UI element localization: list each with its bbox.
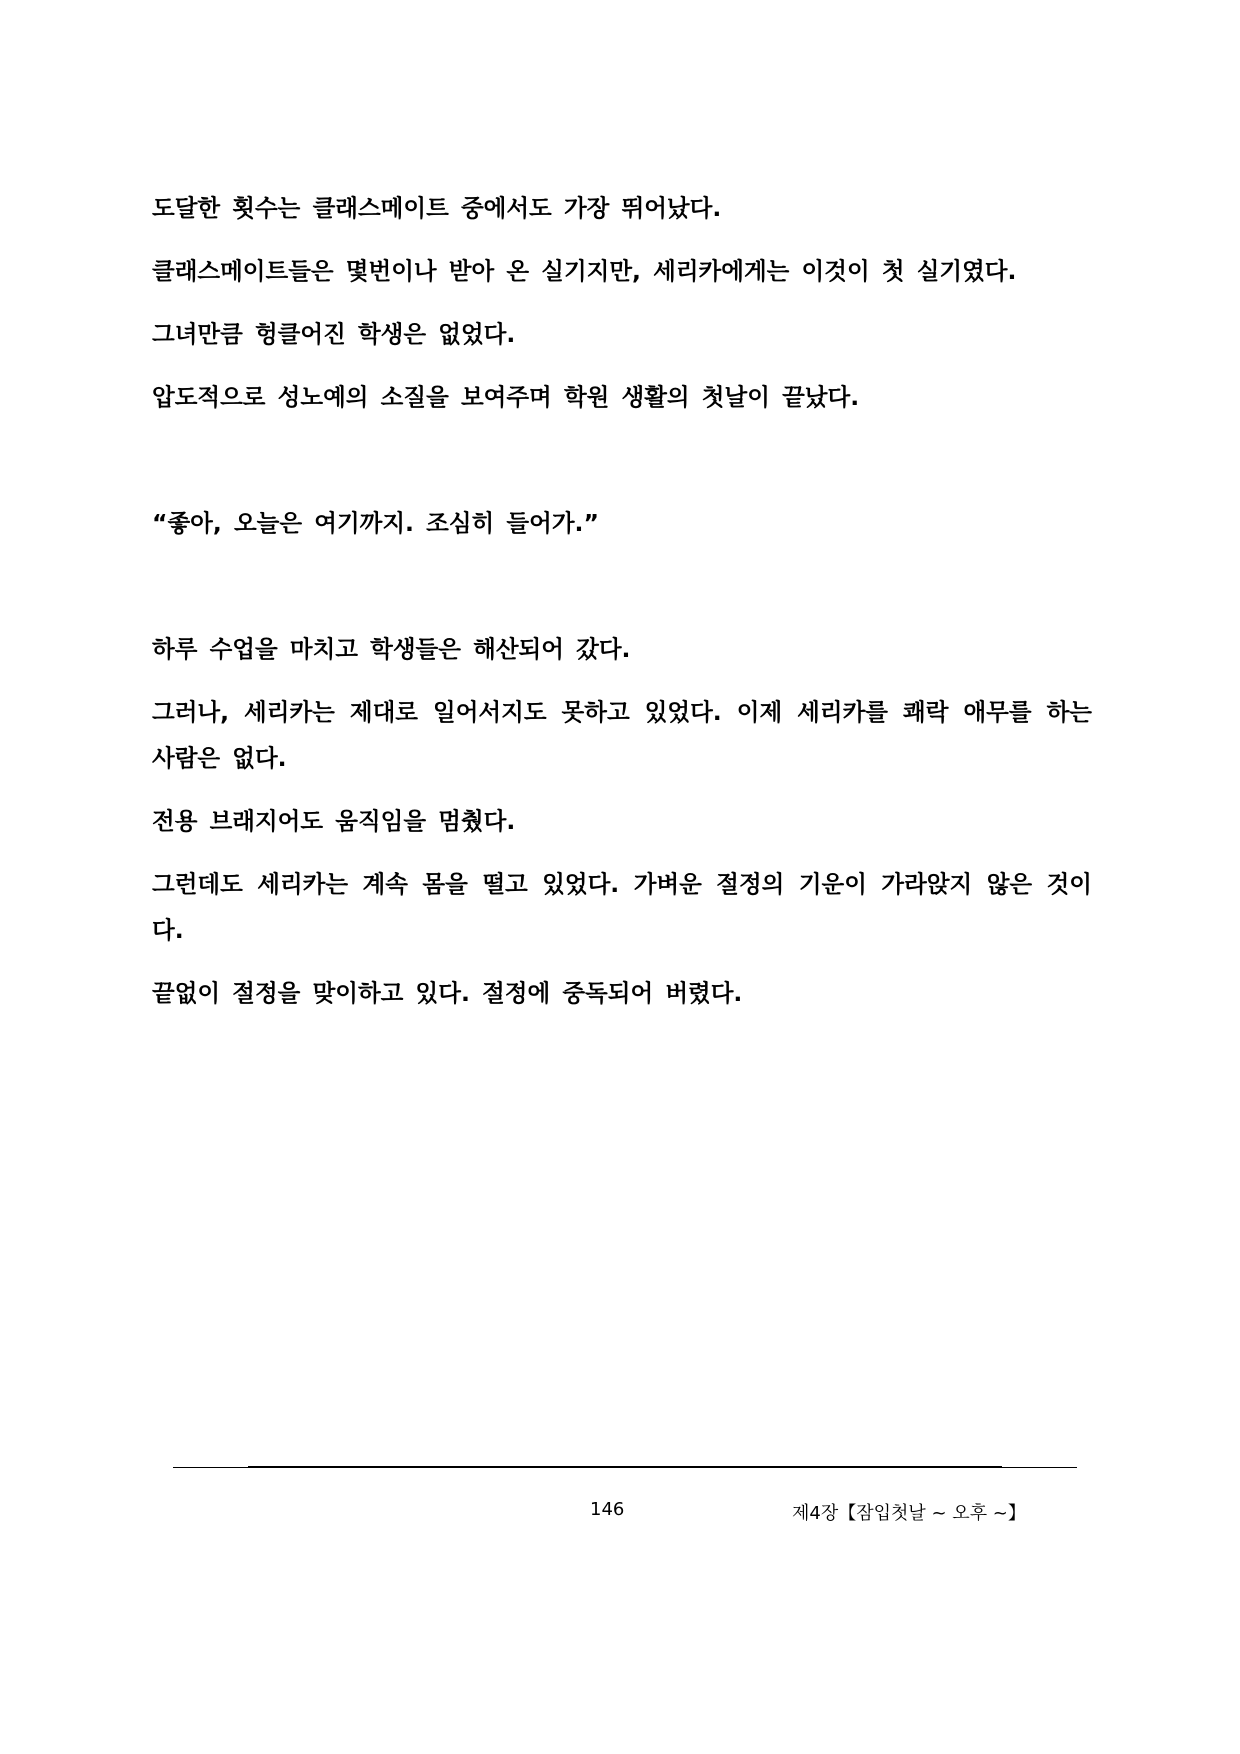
paragraph: 하루 수업을 마치고 학생들은 해산되어 갔다. xyxy=(152,635,631,663)
paragraph: 그런데도 세리카는 계속 몸을 떨고 있었다. 가벼운 절정의 기운이 가라앉지 않은 것이다. xyxy=(152,870,1092,944)
paragraph: 도달한 횟수는 클래스메이트 중에서도 가장 뛰어났다. xyxy=(152,194,722,222)
page-number: 146 xyxy=(590,1499,625,1520)
footer-divider-thick xyxy=(248,1466,1002,1468)
paragraph: 클래스메이트들은 몇번이나 받아 온 실기지만, 세리카에게는 이것이 첫 실기였다. xyxy=(152,257,1017,285)
blank-line xyxy=(152,563,1092,609)
dialogue-paragraph: “좋아, 오늘은 여기까지. 조심히 들어가.” xyxy=(152,509,599,537)
chapter-title: 제4장【잠입첫날 ~ 오후 ~】 xyxy=(792,1503,1026,1524)
blank-line xyxy=(152,437,1092,483)
body-text xyxy=(152,185,1092,1033)
paragraph: 전용 브래지어도 움직임을 멈췄다. xyxy=(152,807,516,835)
paragraph: 그러나, 세리카는 제대로 일어서지도 못하고 있었다. 이제 세리카를 쾌락 애무를 하는 사람은 없다. xyxy=(152,698,1092,772)
paragraph: 끝없이 절정을 맞이하고 있다. 절정에 중독되어 버렸다. xyxy=(152,979,743,1007)
paragraph: 압도적으로 성노예의 소질을 보여주며 학원 생활의 첫날이 끝났다. xyxy=(152,383,860,411)
paragraph: 그녀만큼 헝클어진 학생은 없었다. xyxy=(152,320,516,348)
